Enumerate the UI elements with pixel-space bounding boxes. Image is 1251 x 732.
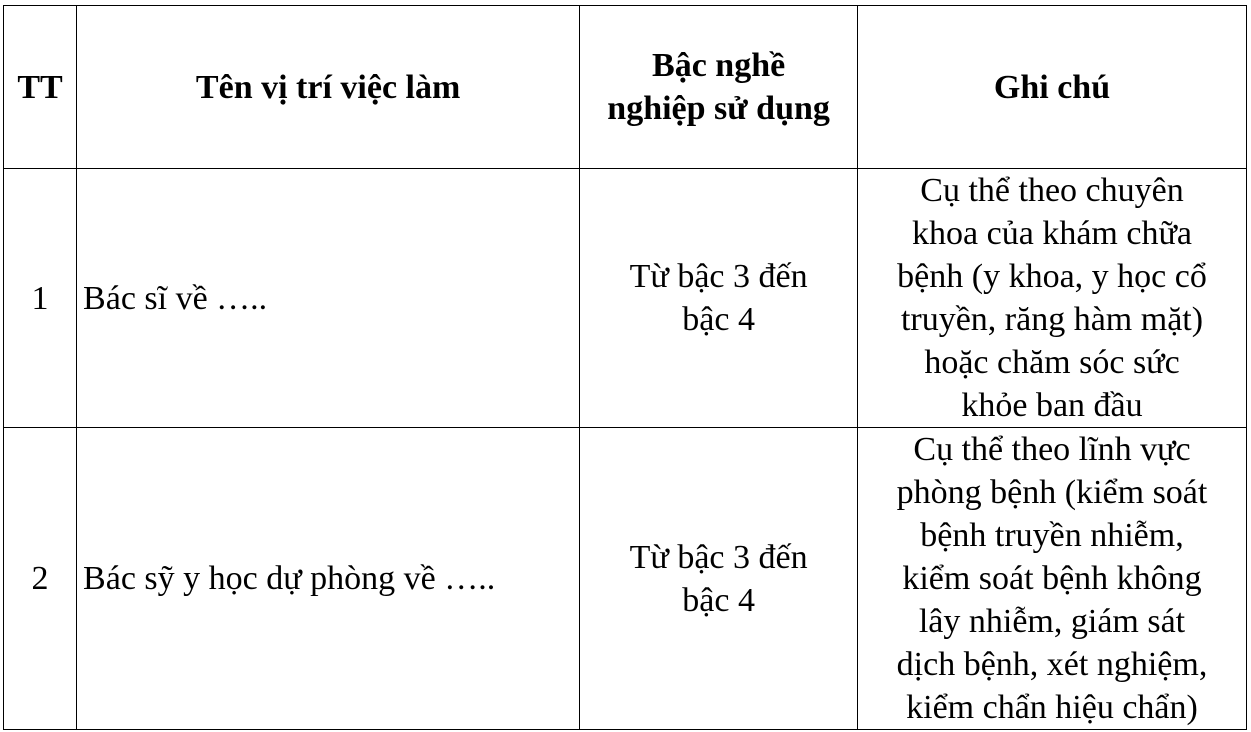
note-line: bệnh (y khoa, y học cổ <box>897 258 1207 295</box>
row-number: 2 <box>4 428 77 730</box>
level-line: Từ bậc 3 đến <box>629 538 808 576</box>
position-name: Bác sỹ y học dự phòng về ….. <box>77 428 580 730</box>
note-line: Cụ thể theo lĩnh vực <box>913 431 1191 468</box>
table-row <box>4 428 1247 730</box>
note-line: Cụ thể theo chuyên <box>920 172 1184 209</box>
note-line: truyền, răng hàm mặt) <box>900 301 1204 338</box>
note <box>858 169 1247 428</box>
level-line: Từ bậc 3 đến <box>629 258 808 295</box>
job-position-table <box>3 5 1247 730</box>
position-name: Bác sĩ về ….. <box>77 169 580 428</box>
note-line: phòng bệnh (kiểm soát <box>896 474 1208 511</box>
level-line: bậc 4 <box>682 581 755 619</box>
note-line: dịch bệnh, xét nghiệm, <box>896 646 1208 683</box>
note-line: hoặc chăm sóc sức <box>924 344 1180 381</box>
header-level-line: Bậc nghề <box>652 47 786 84</box>
header-level-line: nghiệp sử dụng <box>607 90 830 127</box>
header-tt: TT <box>4 6 77 169</box>
note <box>858 428 1247 730</box>
header-note: Ghi chú <box>858 6 1247 169</box>
note-line: khoa của khám chữa <box>912 215 1192 252</box>
professional-level <box>580 169 858 428</box>
table-row <box>4 169 1247 428</box>
note-line: kiểm soát bệnh không <box>902 560 1202 597</box>
professional-level <box>580 428 858 730</box>
note-line: khỏe ban đầu <box>961 387 1143 424</box>
note-line: lây nhiễm, giám sát <box>918 603 1186 640</box>
row-number: 1 <box>4 169 77 428</box>
level-line: bậc 4 <box>682 301 755 338</box>
note-line: kiểm chẩn hiệu chẩn) <box>906 689 1198 726</box>
header-position-name: Tên vị trí việc làm <box>77 6 580 169</box>
header-professional-level <box>580 6 858 169</box>
note-line: bệnh truyền nhiễm, <box>920 517 1184 554</box>
table-header-row <box>4 6 1247 169</box>
